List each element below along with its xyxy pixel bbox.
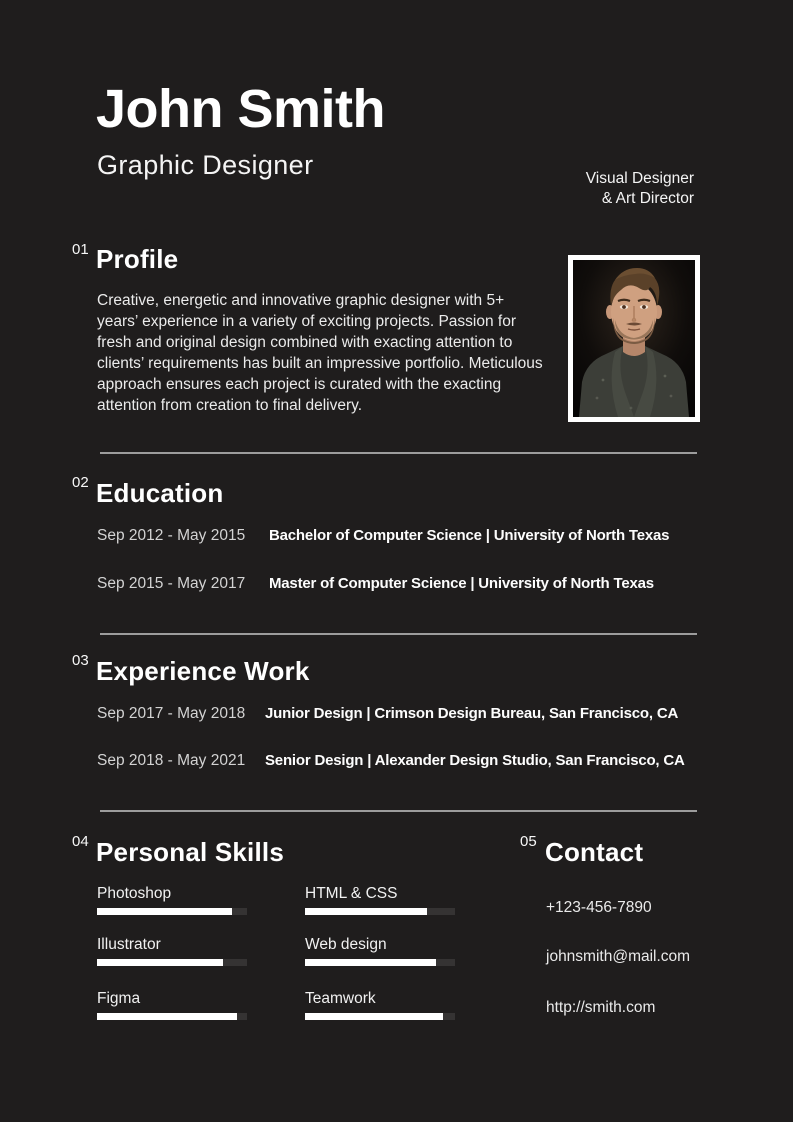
section-title-profile: Profile — [96, 244, 179, 274]
skill-label: Illustrator — [97, 936, 161, 953]
skill-item — [305, 989, 457, 1020]
experience-detail: Junior Design | Crimson Design Bureau, San Francisco, CA — [265, 705, 679, 722]
person-name: John Smith — [96, 79, 385, 139]
skill-bar-fill — [305, 959, 436, 966]
skill-label: HTML & CSS — [305, 885, 398, 902]
skill-item — [97, 884, 249, 915]
contact-website[interactable]: http://smith.com — [546, 999, 656, 1016]
section-number-profile: 01 — [72, 241, 89, 258]
section-divider — [100, 810, 697, 812]
education-dates: Sep 2015 - May 2017 — [97, 575, 246, 592]
section-title-experience: Experience Work — [96, 656, 310, 686]
skill-label: Web design — [305, 936, 387, 953]
section-number-education: 02 — [72, 474, 89, 491]
tagline — [586, 169, 694, 209]
section-divider — [100, 633, 697, 635]
profile-text: Creative, energetic and innovative graphic designer with 5+ years’ experience in a variety of exciting projects. Passion for fresh and original design combined with exacting attention to clients’ requirements has built an impressive portfolio. Meticulous approach ensures each project is curated with the exacting attention from creation to final delivery. — [97, 292, 543, 414]
section-number-experience: 03 — [72, 652, 89, 669]
skill-bar-track — [305, 908, 455, 915]
skill-bar-track — [97, 908, 247, 915]
experience-dates: Sep 2018 - May 2021 — [97, 752, 246, 769]
skill-bar-track — [305, 1013, 455, 1020]
education-dates: Sep 2012 - May 2015 — [97, 527, 246, 544]
section-title-contact: Contact — [545, 837, 644, 867]
section-title-skills: Personal Skills — [96, 837, 284, 867]
contact-email[interactable]: johnsmith@mail.com — [546, 948, 691, 965]
section-title-education: Education — [96, 478, 224, 508]
skill-bar-track — [97, 1013, 247, 1020]
tagline-line-1: Visual Designer — [585, 170, 694, 187]
contact-phone[interactable]: +123-456-7890 — [546, 899, 652, 916]
skill-bar-fill — [305, 908, 427, 915]
experience-row — [0, 752, 793, 772]
tagline-line-2: & Art Director — [601, 190, 694, 207]
skill-bar-fill — [97, 959, 223, 966]
experience-detail: Senior Design | Alexander Design Studio, San Francisco, CA — [265, 752, 685, 769]
experience-dates: Sep 2017 - May 2018 — [97, 705, 246, 722]
skill-label: Figma — [97, 990, 141, 1007]
education-row — [0, 575, 793, 595]
skill-bar-track — [305, 959, 455, 966]
section-divider — [100, 452, 697, 454]
skill-item — [305, 935, 457, 966]
education-detail: Master of Computer Science | University of North Texas — [269, 575, 654, 592]
skill-bar-fill — [97, 1013, 237, 1020]
person-role: Graphic Designer — [97, 150, 314, 180]
skill-label: Teamwork — [305, 990, 376, 1007]
portrait-photo-image — [573, 260, 695, 417]
skill-item — [305, 884, 457, 915]
section-number-contact: 05 — [520, 833, 537, 850]
skill-item — [97, 989, 249, 1020]
section-number-skills: 04 — [72, 833, 89, 850]
skill-label: Photoshop — [97, 885, 172, 902]
skill-bar-fill — [305, 1013, 443, 1020]
skill-bar-track — [97, 959, 247, 966]
education-detail: Bachelor of Computer Science | University of North Texas — [269, 527, 670, 544]
experience-row — [0, 705, 793, 725]
skill-item — [97, 935, 249, 966]
portrait-photo — [568, 255, 700, 422]
education-row — [0, 527, 793, 547]
skill-bar-fill — [97, 908, 232, 915]
